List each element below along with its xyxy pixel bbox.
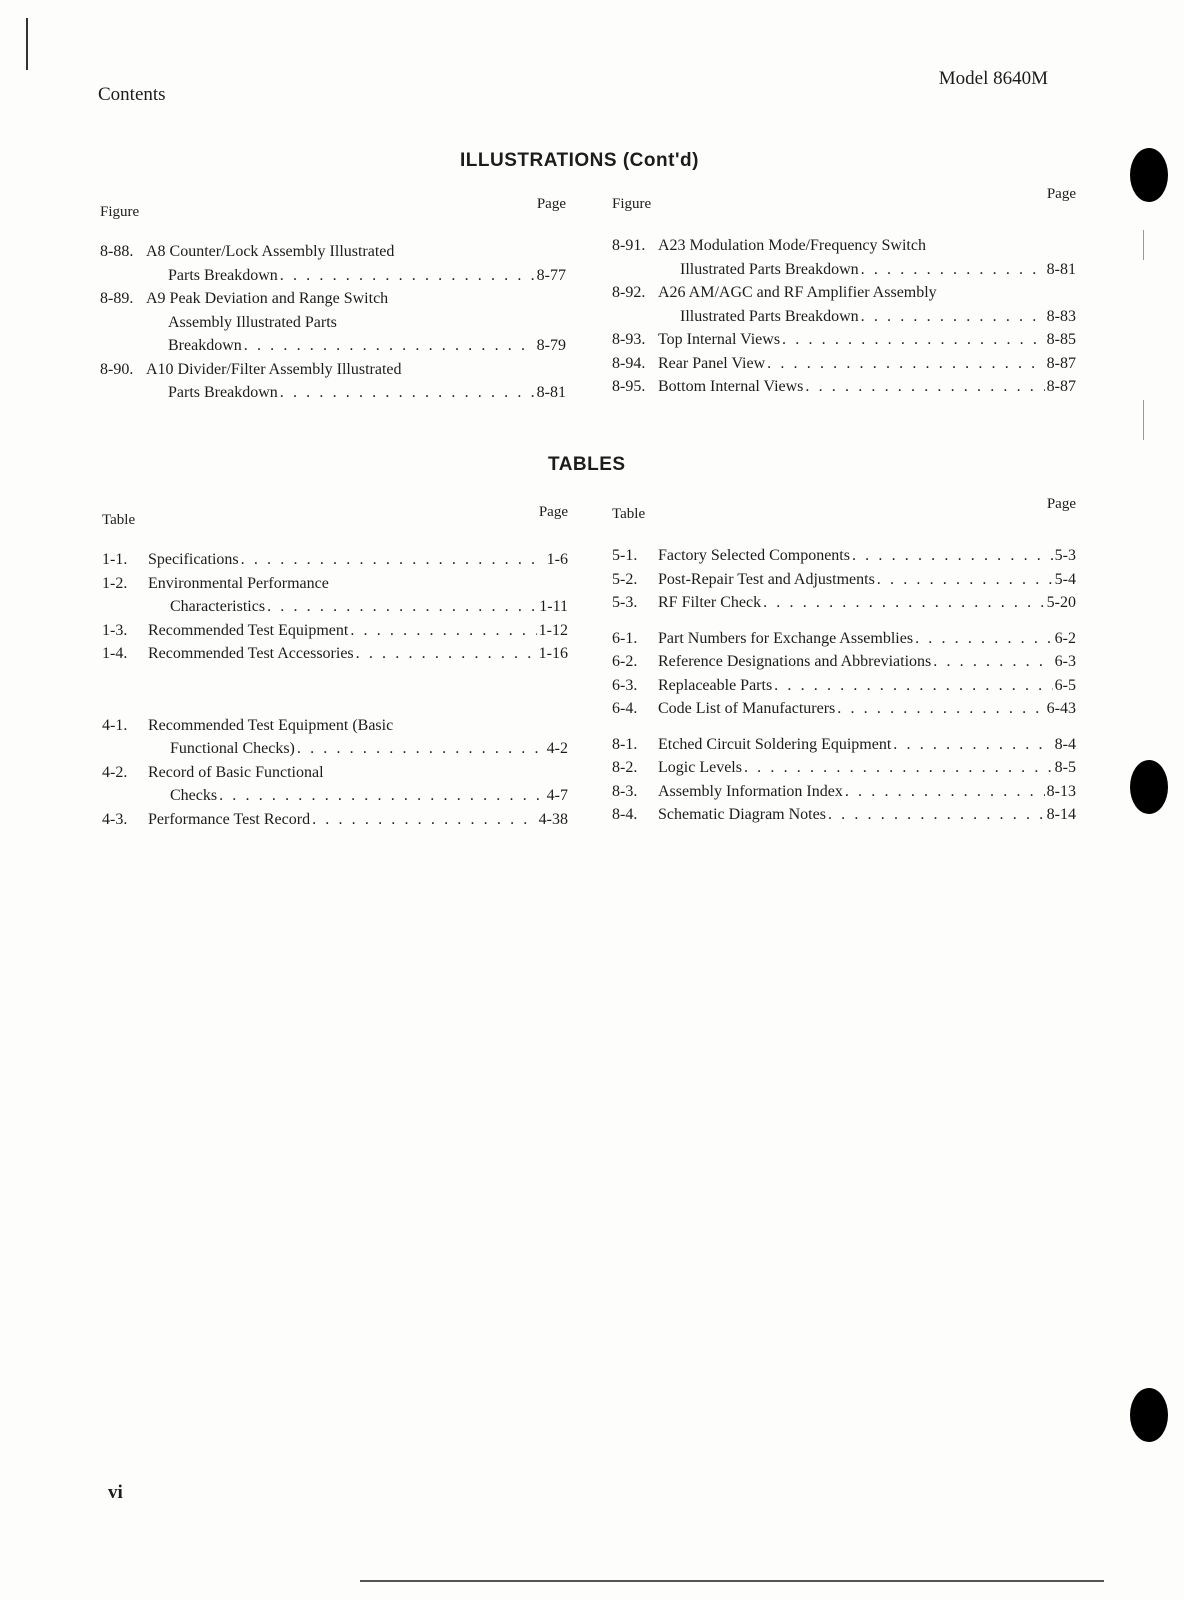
entry-page: 8-13 xyxy=(1046,782,1076,800)
entry-text xyxy=(658,352,1076,376)
entry-title: RF Filter Check xyxy=(658,594,762,611)
entry-number: 8-95. xyxy=(612,378,646,395)
toc-entry xyxy=(612,780,1076,804)
toc-entry xyxy=(612,544,1076,568)
scan-mark xyxy=(26,18,28,70)
entry-text xyxy=(148,761,568,808)
leader-dots xyxy=(763,591,1045,615)
entry-title: Recommended Test Equipment (Basic xyxy=(148,716,394,734)
table-column-label: Table xyxy=(612,506,646,522)
entry-number: 6-4. xyxy=(612,700,638,717)
toc-entry xyxy=(102,619,568,643)
entry-line xyxy=(148,619,568,643)
entry-title: Environmental Performance xyxy=(148,574,329,592)
entry-number: 4-1. xyxy=(102,716,128,734)
toc-entry xyxy=(100,358,566,405)
entry-number: 1-4. xyxy=(102,645,128,662)
leader-dots xyxy=(767,352,1045,376)
toc-list xyxy=(102,548,568,831)
entry-line xyxy=(658,568,1076,592)
entry-page: 6-3 xyxy=(1054,653,1076,670)
entry-number: 8-4. xyxy=(612,806,638,823)
entry-title: A8 Counter/Lock Assembly Illustrated xyxy=(146,243,395,260)
entry-text xyxy=(658,650,1076,674)
leader-dots xyxy=(241,548,545,572)
entry-title: Recommended Test Equipment xyxy=(148,621,349,639)
toc-entry xyxy=(612,627,1076,651)
entry-text xyxy=(658,375,1076,399)
entry-line xyxy=(146,358,566,382)
leader-dots xyxy=(350,619,536,643)
entry-text xyxy=(146,358,566,405)
entry-line xyxy=(658,281,1076,305)
entry-text xyxy=(658,544,1076,568)
entry-page: 8-4 xyxy=(1054,735,1076,753)
entry-page: 5-4 xyxy=(1054,570,1076,588)
leader-dots xyxy=(805,375,1044,399)
entry-text xyxy=(658,780,1076,804)
entry-number: 5-3. xyxy=(612,594,638,611)
leader-dots xyxy=(297,737,545,761)
leader-dots xyxy=(356,642,537,666)
entry-title: Characteristics xyxy=(170,598,266,615)
entry-text xyxy=(658,627,1076,651)
page-column-label: Page xyxy=(538,504,568,520)
scan-edge-line xyxy=(360,1580,1104,1582)
toc-entry xyxy=(102,808,568,832)
entry-title: Replaceable Parts xyxy=(658,676,773,694)
entry-text xyxy=(658,674,1076,698)
toc-entry xyxy=(612,234,1076,281)
entry-line xyxy=(146,264,566,288)
entry-title: Parts Breakdown xyxy=(168,384,278,401)
entry-page: 8-77 xyxy=(536,266,566,284)
entry-text xyxy=(658,328,1076,352)
toc-list xyxy=(612,544,1076,827)
leader-dots xyxy=(782,328,1045,352)
entry-title: Reference Designations and Abbreviations xyxy=(658,653,932,670)
leader-dots xyxy=(915,627,1053,651)
toc-entry xyxy=(612,591,1076,615)
entry-page: 8-87 xyxy=(1046,378,1076,395)
toc-entry xyxy=(102,548,568,572)
entry-number: 6-2. xyxy=(612,653,638,670)
entry-number: 6-3. xyxy=(612,676,638,694)
entry-title: A10 Divider/Filter Assembly Illustrated xyxy=(146,360,402,378)
toc-entry xyxy=(100,240,566,287)
entry-text xyxy=(658,591,1076,615)
toc-entry xyxy=(612,375,1076,399)
entry-title: Rear Panel View xyxy=(658,354,766,372)
entry-page: 8-81 xyxy=(1046,260,1076,278)
entry-number: 5-2. xyxy=(612,570,638,588)
toc-entry xyxy=(612,733,1076,757)
entry-title: Parts Breakdown xyxy=(168,266,278,284)
entry-text xyxy=(148,642,568,666)
model-label: Model 8640M xyxy=(938,68,1048,89)
leader-dots xyxy=(267,595,537,619)
entry-number: 8-91. xyxy=(612,237,646,254)
toc-entry xyxy=(612,650,1076,674)
entry-line xyxy=(658,305,1076,329)
entry-page: 8-5 xyxy=(1054,759,1076,776)
tables-left-column xyxy=(102,504,568,831)
page-column-label: Page xyxy=(1046,186,1076,202)
entry-page: 5-20 xyxy=(1046,594,1076,611)
entry-title: Schematic Diagram Notes xyxy=(658,806,826,823)
entry-text xyxy=(148,714,568,761)
entry-text xyxy=(658,803,1076,827)
entry-title: Breakdown xyxy=(168,337,242,354)
leader-dots xyxy=(933,650,1052,674)
entry-line xyxy=(658,733,1076,757)
entry-text xyxy=(658,733,1076,757)
entry-title: Bottom Internal Views xyxy=(658,378,804,395)
entry-title: Recommended Test Accessories xyxy=(148,645,354,662)
entry-title: A26 AM/AGC and RF Amplifier Assembly xyxy=(658,284,937,301)
entry-line xyxy=(148,595,568,619)
entry-title: Illustrated Parts Breakdown xyxy=(680,307,859,325)
entry-title: Assembly Illustrated Parts xyxy=(168,313,337,331)
entry-line xyxy=(658,591,1076,615)
entry-page: 1-16 xyxy=(538,645,568,662)
entry-line xyxy=(146,381,566,405)
leader-dots xyxy=(774,674,1053,698)
entry-page: 1-6 xyxy=(546,551,568,568)
entry-line xyxy=(146,287,566,311)
entry-title: Checks xyxy=(170,787,218,804)
section-label: Contents xyxy=(98,84,166,105)
entry-title: Code List of Manufacturers xyxy=(658,700,836,717)
entry-title: A9 Peak Deviation and Range Switch xyxy=(146,290,389,307)
illustrations-title: ILLUSTRATIONS (Cont'd) xyxy=(460,150,699,171)
toc-list xyxy=(612,234,1076,399)
scan-mark xyxy=(1143,230,1144,260)
scan-mark xyxy=(1143,400,1144,440)
entry-line xyxy=(658,780,1076,804)
leader-dots xyxy=(845,780,1045,804)
entry-line xyxy=(146,240,566,264)
entry-line xyxy=(146,334,566,358)
entry-page: 4-7 xyxy=(546,787,568,804)
binder-hole xyxy=(1130,148,1168,202)
entry-page: 8-81 xyxy=(536,384,566,401)
entry-title: Logic Levels xyxy=(658,759,742,776)
entry-number: 6-1. xyxy=(612,629,638,647)
entry-line xyxy=(658,756,1076,780)
toc-entry xyxy=(612,756,1076,780)
entry-number: 1-3. xyxy=(102,621,128,639)
entry-text xyxy=(658,697,1076,721)
entry-page: 1-12 xyxy=(538,621,568,639)
entry-text xyxy=(146,240,566,287)
entry-number: 1-1. xyxy=(102,551,128,568)
entry-title: Factory Selected Components xyxy=(658,547,850,564)
tables-title: TABLES xyxy=(548,454,626,475)
binder-hole xyxy=(1130,760,1168,814)
leader-dots xyxy=(744,756,1053,780)
entry-number: 8-3. xyxy=(612,782,638,800)
entry-number: 8-1. xyxy=(612,735,638,753)
entry-title: A23 Modulation Mode/Frequency Switch xyxy=(658,237,926,254)
entry-text xyxy=(658,234,1076,281)
entry-title: Etched Circuit Soldering Equipment xyxy=(658,735,892,753)
entry-line xyxy=(658,627,1076,651)
entry-page: 8-87 xyxy=(1046,354,1076,372)
entry-title: Post-Repair Test and Adjustments xyxy=(658,570,875,588)
entry-number: 8-88. xyxy=(100,243,134,260)
toc-entry xyxy=(612,328,1076,352)
entry-line xyxy=(658,650,1076,674)
entry-title: Record of Basic Functional xyxy=(148,763,324,781)
entry-line xyxy=(658,375,1076,399)
toc-entry xyxy=(100,287,566,358)
entry-text xyxy=(658,756,1076,780)
entry-page: 6-43 xyxy=(1046,700,1076,717)
page-column-label: Page xyxy=(536,196,566,212)
illustrations-right-column xyxy=(612,186,1076,399)
page-number: vi xyxy=(108,1482,123,1503)
entry-number: 8-89. xyxy=(100,290,134,307)
entry-text xyxy=(148,619,568,643)
entry-text xyxy=(148,572,568,619)
entry-text xyxy=(148,808,568,832)
entry-text xyxy=(658,281,1076,328)
entry-text xyxy=(148,548,568,572)
entry-page: 5-3 xyxy=(1054,547,1076,564)
leader-dots xyxy=(312,808,537,832)
leader-dots xyxy=(893,733,1052,757)
entry-number: 8-90. xyxy=(100,360,134,378)
toc-entry xyxy=(102,572,568,619)
figure-column-label: Figure xyxy=(100,204,140,220)
toc-entry xyxy=(102,714,568,761)
entry-page: 6-5 xyxy=(1054,676,1076,694)
entry-page: 8-83 xyxy=(1046,307,1076,325)
toc-entry xyxy=(612,352,1076,376)
entry-page: 8-79 xyxy=(536,337,566,354)
entry-title: Top Internal Views xyxy=(658,331,781,348)
toc-entry xyxy=(612,281,1076,328)
entry-line xyxy=(658,234,1076,258)
entry-line xyxy=(148,784,568,808)
entry-text xyxy=(658,568,1076,592)
entry-number: 4-3. xyxy=(102,810,128,828)
toc-list xyxy=(100,240,566,405)
entry-line xyxy=(148,548,568,572)
leader-dots xyxy=(861,305,1045,329)
table-column-label: Table xyxy=(102,512,136,528)
entry-line xyxy=(148,572,568,596)
toc-entry xyxy=(612,674,1076,698)
toc-entry xyxy=(612,568,1076,592)
entry-line xyxy=(148,737,568,761)
toc-entry xyxy=(102,761,568,808)
toc-entry xyxy=(102,642,568,666)
entry-title: Functional Checks) xyxy=(170,740,295,757)
entry-line xyxy=(658,258,1076,282)
entry-line xyxy=(658,697,1076,721)
leader-dots xyxy=(877,568,1053,592)
entry-number: 8-92. xyxy=(612,284,646,301)
entry-title: Assembly Information Index xyxy=(658,782,843,800)
entry-line xyxy=(148,714,568,738)
entry-page: 1-11 xyxy=(539,598,568,615)
toc-entry xyxy=(612,803,1076,827)
leader-dots xyxy=(219,784,545,808)
leader-dots xyxy=(280,264,535,288)
entry-line xyxy=(658,352,1076,376)
entry-title: Illustrated Parts Breakdown xyxy=(680,260,859,278)
entry-title: Part Numbers for Exchange Assemblies xyxy=(658,629,914,647)
toc-entry xyxy=(612,697,1076,721)
entry-page: 4-38 xyxy=(538,810,568,828)
leader-dots xyxy=(837,697,1044,721)
entry-page: 6-2 xyxy=(1054,629,1076,647)
leader-dots xyxy=(852,544,1053,568)
tables-right-column xyxy=(612,496,1076,827)
leader-dots xyxy=(861,258,1045,282)
entry-number: 8-93. xyxy=(612,331,646,348)
entry-title: Performance Test Record xyxy=(148,810,311,828)
binder-hole xyxy=(1130,1388,1168,1442)
entry-number: 1-2. xyxy=(102,574,128,592)
entry-page: 8-14 xyxy=(1046,806,1076,823)
entry-page: 4-2 xyxy=(546,740,568,757)
entry-line xyxy=(658,544,1076,568)
entry-page: 8-85 xyxy=(1046,331,1076,348)
page-column-label: Page xyxy=(1046,496,1076,512)
entry-title: Specifications xyxy=(148,551,239,568)
entry-number: 5-1. xyxy=(612,547,638,564)
entry-number: 4-2. xyxy=(102,763,128,781)
entry-line xyxy=(658,674,1076,698)
entry-line xyxy=(148,761,568,785)
entry-line xyxy=(658,803,1076,827)
entry-text xyxy=(146,287,566,358)
entry-number: 8-2. xyxy=(612,759,638,776)
leader-dots xyxy=(244,334,535,358)
entry-number: 8-94. xyxy=(612,354,646,372)
illustrations-left-column xyxy=(100,196,566,405)
entry-line xyxy=(148,808,568,832)
entry-line xyxy=(148,642,568,666)
leader-dots xyxy=(828,803,1045,827)
figure-column-label: Figure xyxy=(612,196,652,212)
leader-dots xyxy=(280,381,535,405)
entry-line xyxy=(146,311,566,335)
entry-line xyxy=(658,328,1076,352)
